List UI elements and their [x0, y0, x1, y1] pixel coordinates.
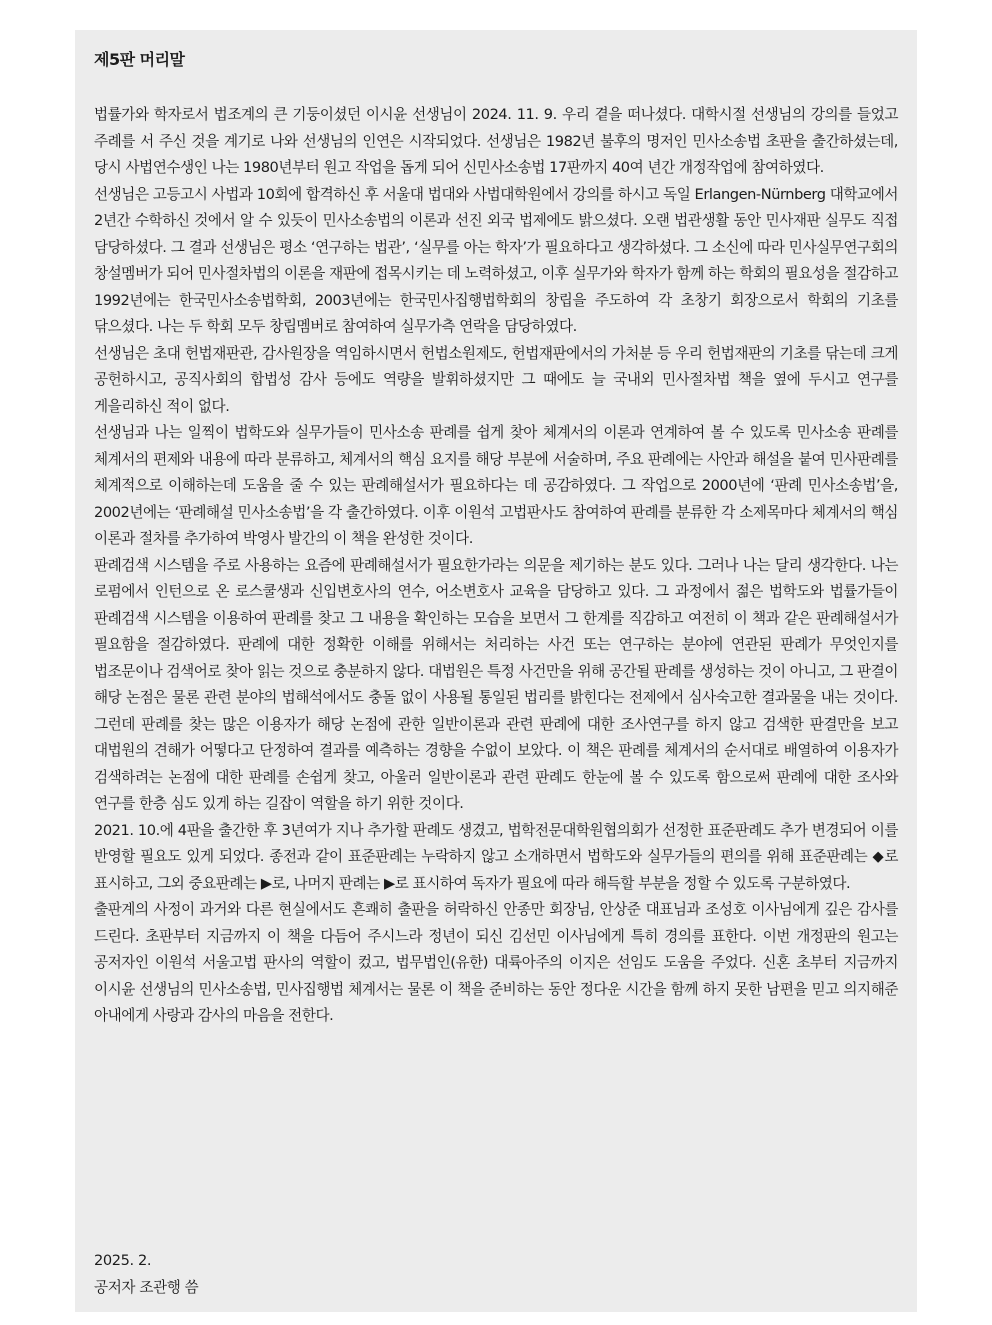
paragraph-6: 2021. 10.에 4판을 출간한 후 3년여가 지나 추가할 판례도 생겼고, 법학전문대학원협의회가 선정한 표준판례도 추가 변경되어 이를 반영할 필요도 있게 되었다. 종전과 같이 표준판례는 누락하지 않고 소개하면서 법학도와 실무가들의 편의를 위해 표준판례는 ◆로 표시하고, 그외 중요판례는 ▶로, 나머지 판례는 ▶로 표시하여 독자가 필요에 따라 해득할 부분을 정할 수 있도록 구분하였다.: [94, 821, 898, 892]
document-body: [94, 102, 898, 1030]
paragraph-1: 법률가와 학자로서 법조계의 큰 기둥이셨던 이시윤 선생님이 2024. 11. 9. 우리 곁을 떠나셨다. 대학시절 선생님의 강의를 들었고 주례를 서 주신 것을 계기로 나와 선생님의 인연은 시작되었다. 선생님은 1982년 불후의 명저인 민사소송법 초판을 출간하셨는데, 당시 사법연수생인 나는 1980년부터 원고 작업을 돕게 되어 신민사소송법 17판까지 40여 년간 개정작업에 참여하였다.: [94, 106, 898, 176]
paragraph-5: 판례검색 시스템을 주로 사용하는 요즘에 판례해설서가 필요한가라는 의문을 제기하는 분도 있다. 그러나 나는 달리 생각한다. 나는 로펌에서 인턴으로 온 로스쿨생과 신입변호사의 연수, 어소변호사 교육을 담당하고 있다. 그 과정에서 젊은 법학도와 법률가들이 판례검색 시스템을 이용하여 판례를 찾고 그 내용을 확인하는 모습을 보면서 그 한계를 직감하고 여전히 이 책과 같은 판례해설서가 필요함을 절감하였다. 판례에 대한 정확한 이해를 위해서는 처리하는 사건 또는 연구하는 분야에 연관된 판례가 무엇인지를 법조문이나 검색어로 찾아 읽는 것으로 충분하지 않다. 대법원은 특정 사건만을 위해 공간될 판례를 생성하는 것이 아니고, 그 판결이 해당 논점은 물론 관련 분야의 법해석에서도 충돌 없이 사용될 통일된 법리를 밝힌다는 전제에서 심사숙고한 결과물을 내는 것이다. 그런데 판례를 찾는 많은 이용자가 해당 논점에 관한 일반이론과 관련 판례에 대한 조사연구를 하지 않고 검색한 판결만을 보고 대법원의 견해가 어떻다고 단정하여 결과를 예측하는 경향을 수없이 보았다. 이 책은 판례를 체계서의 순서대로 배열하여 이용자가 검색하려는 논점에 대한 판례를 손쉽게 찾고, 아울러 일반이론과 관련 판례도 한눈에 볼 수 있도록 함으로써 판례에 대한 조사와 연구를 한층 심도 있게 하는 길잡이 역할을 하기 위한 것이다.: [94, 556, 898, 812]
paragraph-7: 출판계의 사정이 과거와 다른 현실에서도 흔쾌히 출판을 허락하신 안종만 회장님, 안상준 대표님과 조성호 이사님에게 깊은 감사를 드린다. 초판부터 지금까지 이 책을 다듬어 주시느라 정년이 되신 김선민 이사님에게 특히 경의를 표한다. 이번 개정판의 원고는 공저자인 이원석 서울고법 판사의 역할이 컸고, 법무법인(유한) 대륙아주의 이지은 선임도 도움을 주었다. 신혼 초부터 지금까지 이시윤 선생님의 민사소송법, 민사집행법 체계서는 물론 이 책을 준비하는 동안 정다운 시간을 함께 하지 못한 남편을 믿고 의지해준 아내에게 사랑과 감사의 마음을 전한다.: [94, 901, 898, 1024]
preface-date: 2025. 2.: [94, 1252, 152, 1269]
paragraph-4: 선생님과 나는 일찍이 법학도와 실무가들이 민사소송 판례를 쉽게 찾아 체계서의 이론과 연계하여 볼 수 있도록 민사소송 판례를 체계서의 편제와 내용에 따라 분류하고, 체계서의 핵심 요지를 해당 부분에 서술하며, 주요 판례에는 사안과 해설을 붙여 민사판례를 체계적으로 이해하는데 도움을 줄 수 있는 판례해설서가 필요하다는 데 공감하였다. 그 작업으로 2000년에 ‘판례 민사소송법’을, 2002년에는 ‘판례해설 민사소송법’을 각 출간하였다. 이후 이원석 고법판사도 참여하여 판례를 분류한 각 소제목마다 체계서의 핵심 이론과 절차를 추가하여 박영사 발간의 이 책을 완성한 것이다.: [94, 424, 898, 547]
closing-block: [94, 1248, 198, 1301]
paragraph-2: 선생님은 고등고시 사법과 10회에 합격하신 후 서울대 법대와 사법대학원에서 강의를 하시고 독일 Erlangen-Nürnberg 대학교에서 2년간 수학하신 것에서 알 수 있듯이 민사소송법의 이론과 선진 외국 법제에도 밝으셨다. 오랜 법관생활 동안 민사재판 실무도 직접 담당하셨다. 그 결과 선생님은 평소 ‘연구하는 법관’, ‘실무를 아는 학자’가 필요하다고 생각하셨다. 그 소신에 따라 민사실무연구회의 창설멤버가 되어 민사절차법의 이론을 재판에 접목시키는 데 노력하셨고, 이후 실무가와 학자가 함께 하는 학회의 필요성을 절감하고 1992년에는 한국민사소송법학회, 2003년에는 한국민사집행법학회의 창립을 주도하여 각 초창기 회장으로서 학회의 기초를 닦으셨다. 나는 두 학회 모두 창립멤버로 참여하여 실무가측 연락을 담당하였다.: [94, 185, 898, 335]
document-title: 제5판 머리말: [94, 50, 185, 69]
document-page: [75, 30, 917, 1312]
author-signature: 공저자 조관행 씀: [94, 1278, 199, 1296]
paragraph-3: 선생님은 초대 헌법재판관, 감사원장을 역임하시면서 헌법소원제도, 헌법재판에서의 가처분 등 우리 헌법재판의 기초를 닦는데 크게 공헌하시고, 공직사회의 합법성 감사 등에도 역량을 발휘하셨지만 그 때에도 늘 국내외 민사절차법 책을 옆에 두시고 연구를 게을리하신 적이 없다.: [94, 344, 898, 415]
